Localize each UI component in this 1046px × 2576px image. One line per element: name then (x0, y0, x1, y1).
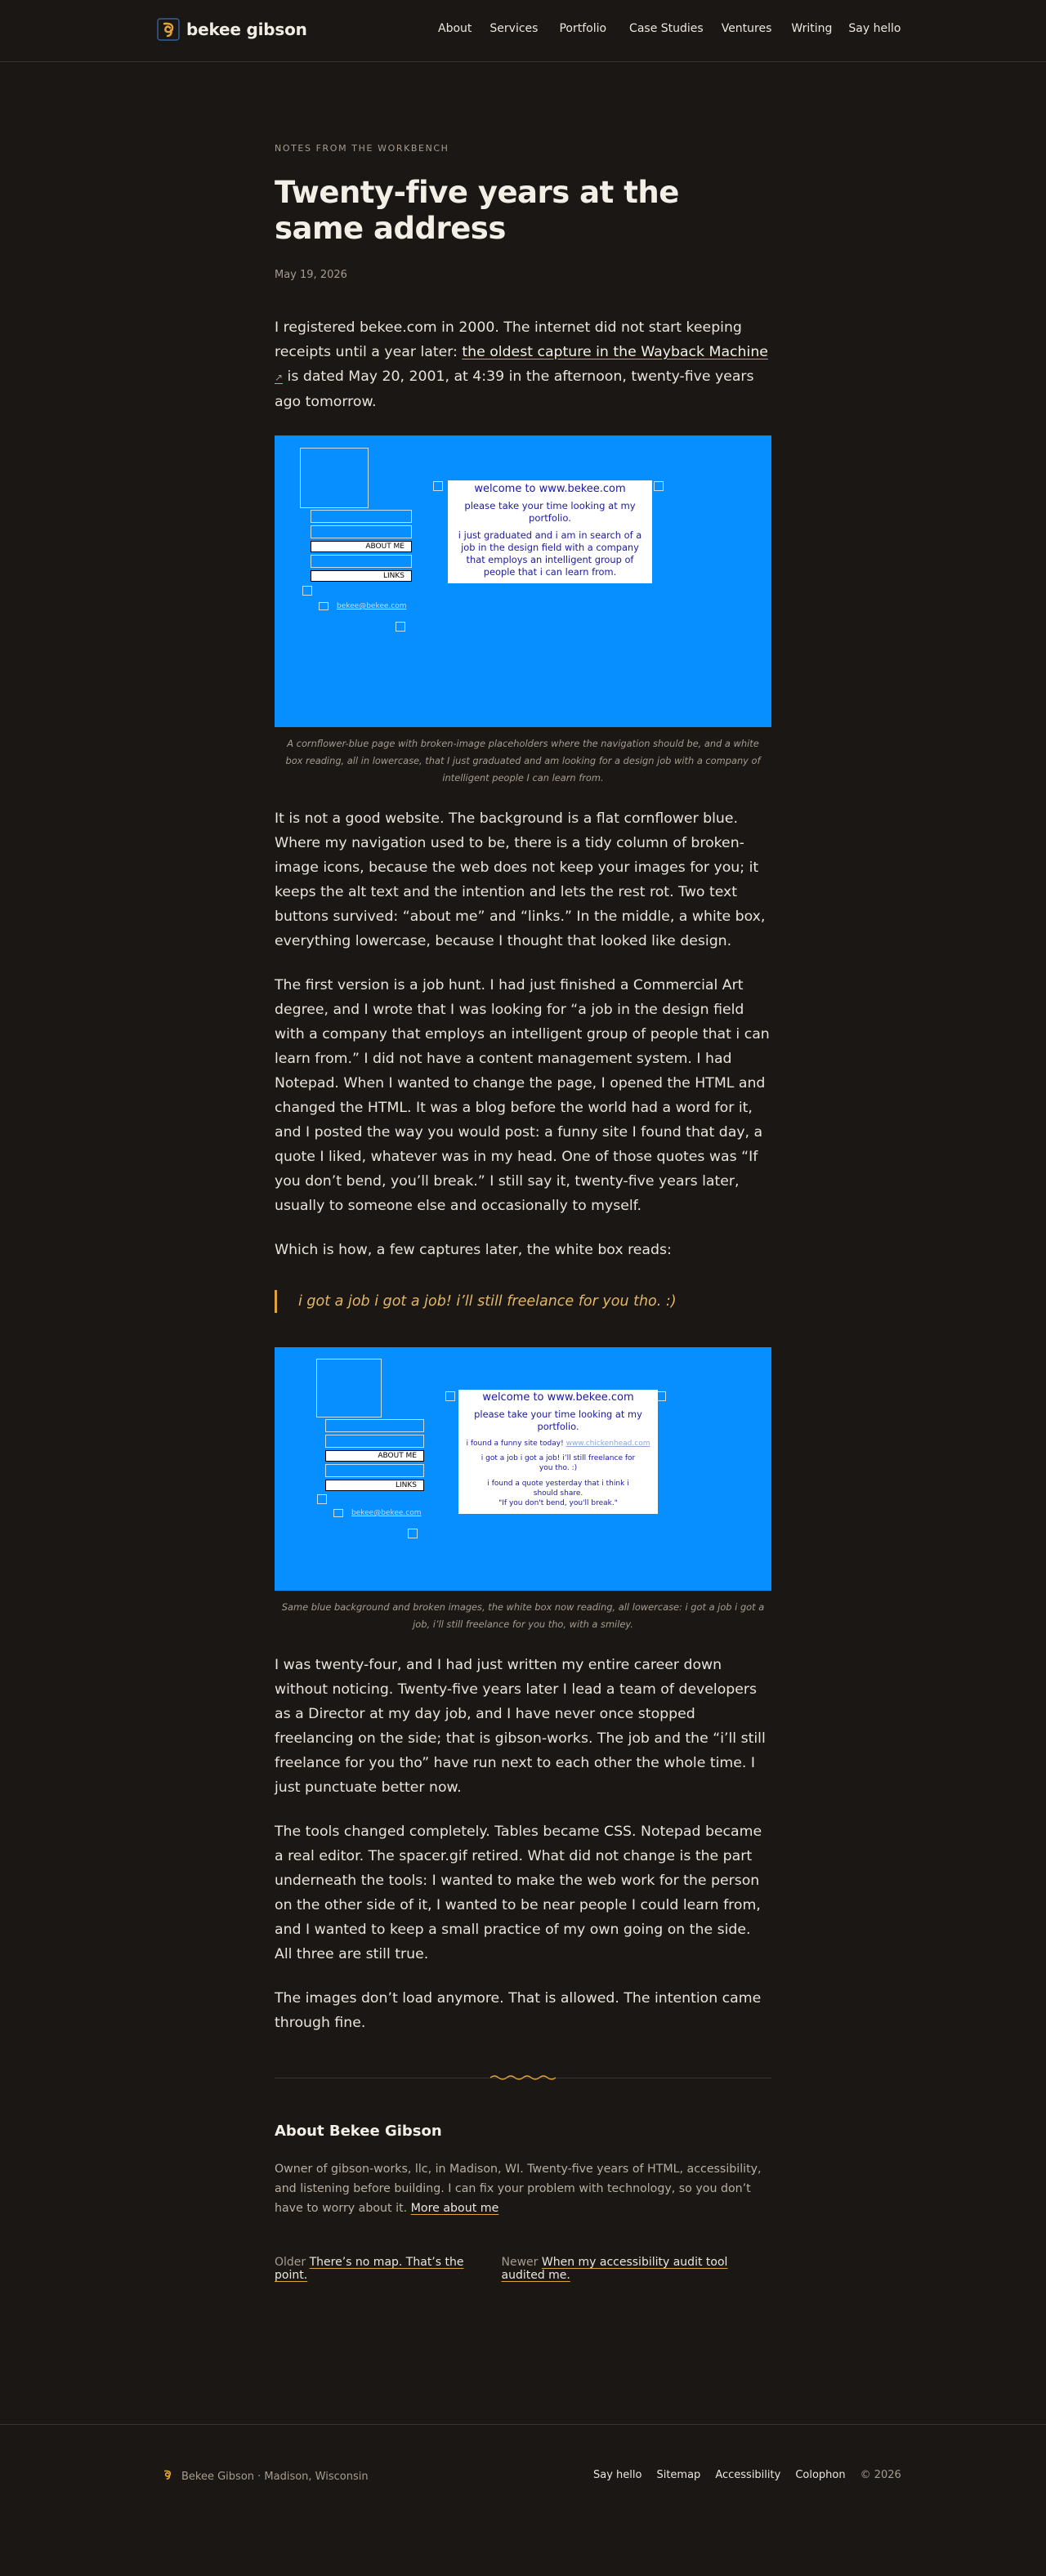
figure-1-caption: A cornflower-blue page with broken-image placeholders where the navigation should be, and a white box reading, all in lowercase, that I just graduated and am looking for a design job with a company of intelligent people I can learn from. (285, 738, 761, 784)
footer-brand (160, 2467, 369, 2485)
archive-screenshot-later (275, 1347, 771, 1591)
figure-later-capture (275, 1347, 771, 1633)
paragraph-6: The tools changed completely. Tables became CSS. Notepad became a real editor. The spacer.gif retired. What did not change is the part underneath the tools: I wanted to make the web work for the person on the other side of it, I wanted to be near people I could learn from, and I wanted to keep a small practice of my own going on the side. All three are still true. (275, 1824, 762, 1962)
broken-image-icon (445, 1391, 455, 1401)
broken-image-icon (311, 510, 412, 523)
archive-quote: "If you don't bend, you'll break." (498, 1499, 618, 1507)
newer-post-link[interactable]: When my accessibility audit tool audited me. (501, 2256, 728, 2282)
archive-quote-intro: i found a quote yesterday that i think i should share. (487, 1480, 629, 1498)
footer-colophon-link[interactable]: Colophon (795, 2469, 846, 2481)
footer-text: Bekee Gibson · Madison, Wisconsin (181, 2470, 369, 2483)
wayback-link-label[interactable]: the oldest capture in the Wayback Machine (462, 344, 768, 360)
nav-about[interactable]: About (438, 22, 472, 35)
paragraph-4: Which is how, a few captures later, the white box reads: (275, 1242, 672, 1258)
footer-logo-icon[interactable] (160, 2467, 175, 2482)
paragraph-1-text: I registered bekee.com in 2000. The internet did not start keeping receipts until a year later: (275, 319, 742, 360)
archive-welcome-title: welcome to www.bekee.com (482, 1391, 634, 1404)
author-bio-body: Owner of gibson-works, llc, in Madison, WI. Twenty-five years of HTML, accessibility, and listening before building. I can fix your problem with technology, so you don’t have to worry about it. (275, 2163, 762, 2215)
archive-links-button: LINKS (311, 570, 412, 582)
article (275, 62, 771, 2282)
pull-quote: i got a job i got a job! i’ll still freelance for you tho. :) (275, 1290, 771, 1313)
figure-2001-capture (275, 435, 771, 787)
footer-sitemap-link[interactable]: Sitemap (656, 2469, 701, 2481)
archive-welcome-line3: i just graduated and i am in search of a job in the design field with a company that employs an intelligent group of people that i can learn from. (458, 529, 642, 578)
archive-funny-site-line (463, 1439, 653, 1449)
paragraph-3: The first version is a job hunt. I had just finished a Commercial Art degree, and I wrote that I was looking for “a job in the design field with a company that employs an intelligent group of people that i can learn from.” I did not have a content management system. I had Notepad. When I wanted to change the page, I opened the HTML and changed the HTML. It was a blog before the world had a word for it, and I posted the way you would post: a funny site I found that day, a quote I liked, whatever was in my head. One of those quotes was “If you don’t bend, you’ll break.” I still say it, twenty-five years later, usually to someone else and occasionally to myself. (275, 977, 770, 1214)
nav-say-hello[interactable]: Say hello (848, 22, 901, 35)
archive-job-line: i got a job i got a job! i’ll still freelance for you tho. :) (481, 1454, 636, 1472)
broken-image-icon (433, 481, 443, 491)
newer-post (502, 2256, 772, 2282)
broken-image-icon (316, 1359, 382, 1417)
paragraph-1 (275, 315, 771, 414)
archive-welcome-title: welcome to www.bekee.com (474, 483, 626, 495)
archive-links-button: LINKS (325, 1480, 424, 1491)
archive-welcome-box (458, 1390, 658, 1514)
nav-writing[interactable]: Writing (791, 22, 833, 35)
paragraph-2: It is not a good website. The background is a flat cornflower blue. Where my navigation used to be, there is a tidy column of broken-image icons, because the web does not keep your images for you; it keeps the alt text and the intention and lets the rest rot. Two text buttons survived: “about me” and “links.” In the middle, a white box, everything lowercase, because I thought that looked like design. (275, 810, 766, 949)
footer-say-hello-link[interactable]: Say hello (593, 2469, 642, 2481)
paragraph-5: I was twenty-four, and I had just written my entire career down without noticing. Twenty-five years later I lead a team of developers as a Director at my day job, and I have never once stopped freelancing on the side; that is gibson-works. The job and the “i’ll still freelance for you tho” have run next to each other the whole time. I just punctuate better now. (275, 1657, 766, 1796)
archive-about-button: ABOUT ME (325, 1450, 424, 1462)
footer-links (593, 2469, 901, 2481)
broken-image-icon (333, 1509, 343, 1517)
nav-portfolio[interactable]: Portfolio (559, 22, 607, 35)
author-bio-text (275, 2159, 771, 2218)
brand-home-link[interactable] (157, 18, 307, 41)
nav-services[interactable]: Services (489, 22, 539, 35)
broken-image-icon (325, 1464, 424, 1477)
post-pager (275, 2256, 771, 2282)
broken-image-icon (325, 1435, 424, 1448)
paragraph-1-text-end: is dated May 20, 2001, at 4:39 in the afternoon, twenty-five years ago tomorrow. (275, 368, 754, 410)
archive-about-button: ABOUT ME (311, 541, 412, 552)
archive-welcome-box (448, 480, 652, 583)
broken-image-icon (317, 1494, 327, 1504)
older-post-link[interactable]: There’s no map. That’s the point. (275, 2256, 464, 2282)
brand-name[interactable]: bekee gibson (186, 20, 307, 39)
external-link-icon: ↗ (275, 372, 284, 383)
broken-image-icon (300, 448, 369, 508)
archive-funny-text: i found a funny site today! (466, 1440, 564, 1448)
footer-copyright: © 2026 (860, 2469, 901, 2481)
broken-image-icon (408, 1529, 418, 1538)
archive-welcome-line2: please take your time looking at my portfolio. (474, 1409, 642, 1432)
broken-image-icon (302, 586, 312, 596)
paragraph-7: The images don’t load anymore. That is allowed. The intention came through fine. (275, 1990, 762, 2031)
more-about-me-link[interactable]: More about me (410, 2202, 499, 2215)
eyebrow: NOTES FROM THE WORKBENCH (275, 143, 449, 154)
site-footer (0, 2424, 1046, 2566)
site-header (0, 0, 1046, 62)
broken-image-icon (396, 622, 405, 632)
broken-image-icon (311, 555, 412, 568)
archive-email-link: bekee@bekee.com (337, 602, 407, 610)
author-bio (275, 2123, 771, 2218)
newer-post-label: Newer (501, 2256, 539, 2269)
older-post (275, 2256, 479, 2282)
archive-funny-link: www.chickenhead.com (565, 1440, 650, 1448)
footer-logo-link[interactable] (160, 2467, 175, 2485)
broken-image-icon (311, 525, 412, 538)
archive-email-link: bekee@bekee.com (351, 1509, 422, 1517)
nav-case-studies[interactable]: Case Studies (629, 22, 704, 35)
figure-2-caption: Same blue background and broken images, the white box now reading, all lowercase: i got a job i got a job, i’ll still freelance for you tho, with a smiley. (281, 1601, 765, 1630)
footer-accessibility-link[interactable]: Accessibility (715, 2469, 781, 2481)
author-bio-title: About Bekee Gibson (275, 2123, 442, 2140)
archive-screenshot-2001 (275, 435, 771, 727)
older-post-label: Older (275, 2256, 306, 2269)
page-title: Twenty-five years at the same address (275, 175, 679, 246)
broken-image-icon (319, 602, 329, 610)
publish-date: May 19, 2026 (275, 269, 347, 281)
skip-to-content-link[interactable] (3, 5, 152, 47)
brand-logo-icon[interactable] (157, 18, 180, 41)
squiggle-divider-icon (490, 2074, 556, 2081)
broken-image-icon (654, 481, 664, 491)
broken-image-icon (325, 1419, 424, 1432)
main-nav (438, 22, 901, 35)
archive-welcome-line2: please take your time looking at my portfolio. (464, 500, 636, 524)
nav-ventures[interactable]: Ventures (721, 22, 772, 35)
